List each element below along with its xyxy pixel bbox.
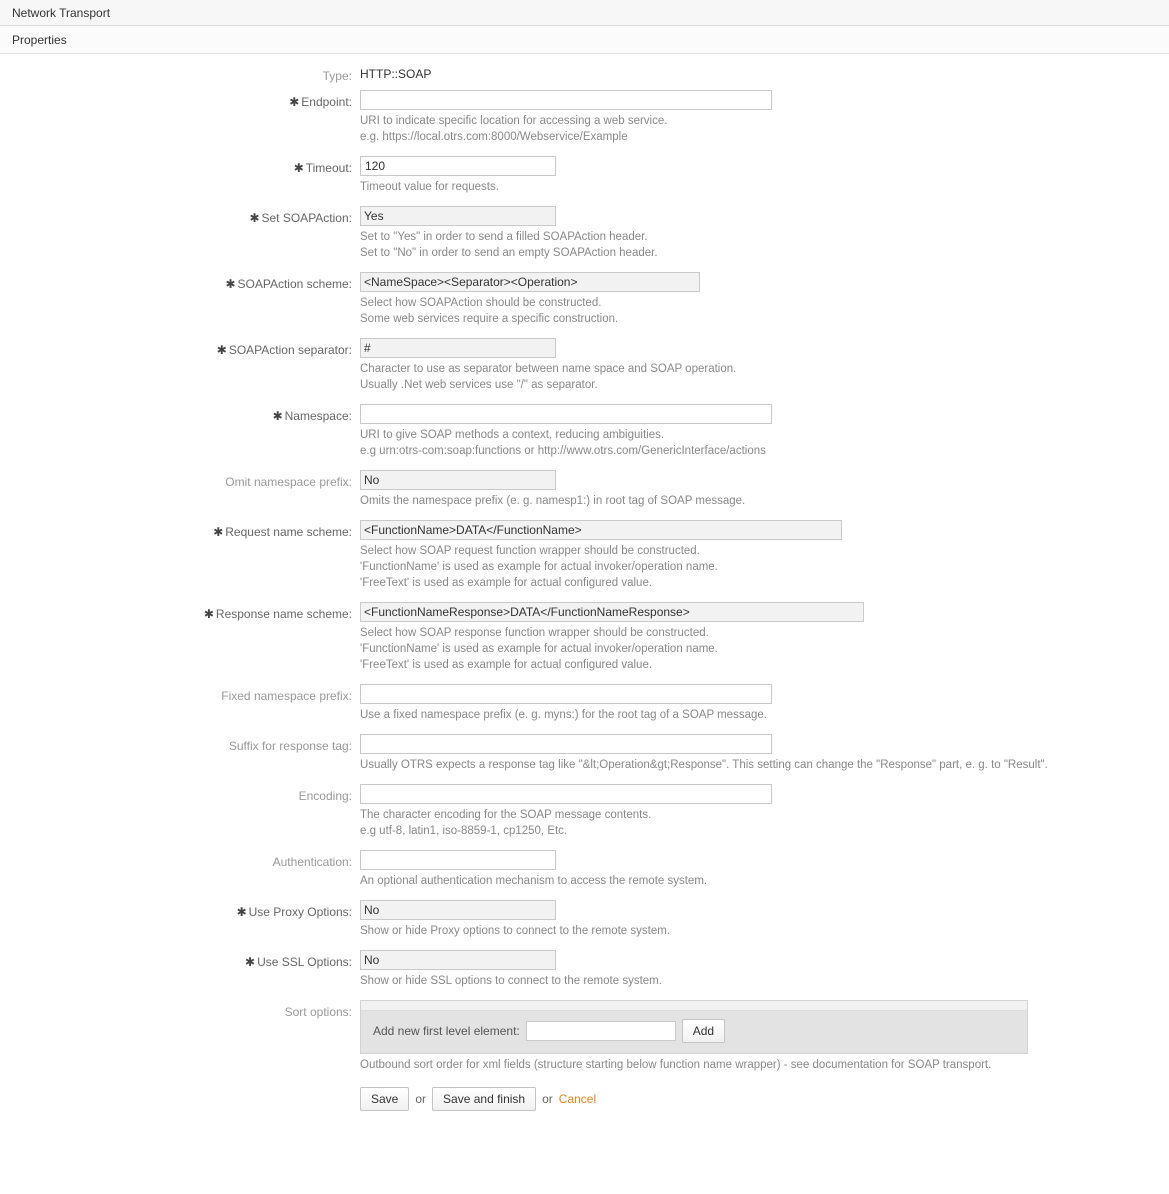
label-use-ssl-options: ✱ Use SSL Options:	[245, 955, 352, 969]
label-endpoint: ✱ Endpoint:	[289, 95, 352, 109]
hint-sort-options: Outbound sort order for xml fields (structure starting below function name wrapper) - see documentation for SOAP transport.	[360, 1059, 992, 1071]
section-header	[0, 26, 1169, 54]
row-response-name-scheme	[0, 602, 1169, 684]
hint-use-proxy-options: Show or hide Proxy options to connect to the remote system.	[360, 925, 671, 937]
properties-form	[0, 54, 1169, 1131]
label-type: Type:	[322, 69, 352, 83]
fixed-namespace-prefix-input[interactable]	[360, 684, 772, 704]
row-type	[0, 64, 1169, 84]
hint-suffix-for-response-tag: Usually OTRS expects a response tag like "&lt;Operation&gt;Response". This setting can change the "Response" part, e. g. to "Result".	[360, 759, 1048, 771]
label-timeout: ✱ Timeout:	[293, 161, 352, 175]
cancel-link[interactable]: Cancel	[558, 1092, 597, 1106]
suffix-for-response-tag-input[interactable]	[360, 734, 772, 754]
label-encoding: Encoding:	[298, 789, 352, 803]
row-omit-namespace-prefix	[0, 470, 1169, 520]
required-marker-timeout: ✱	[293, 161, 304, 175]
hint-soapaction-separator: Character to use as separator between name space and SOAP operation. Usually .Net web services use "/" as separator.	[360, 363, 737, 391]
label-response-name-scheme: ✱ Response name scheme:	[203, 607, 352, 621]
row-soapaction-scheme	[0, 272, 1169, 338]
add-first-level-element-label: Add new first level element:	[373, 1024, 520, 1038]
row-namespace	[0, 404, 1169, 470]
row-authentication	[0, 850, 1169, 900]
soapaction-separator-select[interactable]	[360, 338, 556, 358]
label-use-proxy-options: ✱ Use Proxy Options:	[236, 905, 352, 919]
use-ssl-options-select[interactable]	[360, 950, 556, 970]
label-fixed-namespace-prefix: Fixed namespace prefix:	[221, 689, 352, 703]
timeout-input[interactable]	[360, 156, 556, 176]
required-marker-namespace: ✱	[272, 409, 283, 423]
row-set-soapaction	[0, 206, 1169, 272]
add-first-level-element-input[interactable]	[526, 1021, 676, 1041]
label-sort-options: Sort options:	[284, 1005, 352, 1019]
label-suffix-for-response-tag: Suffix for response tag:	[228, 739, 352, 753]
label-authentication: Authentication:	[272, 855, 352, 869]
hint-timeout: Timeout value for requests.	[360, 181, 499, 193]
value-type: HTTP::SOAP	[360, 67, 432, 81]
hint-fixed-namespace-prefix: Use a fixed namespace prefix (e. g. myns:) for the root tag of a SOAP message.	[360, 709, 767, 721]
hint-response-name-scheme: Select how SOAP response function wrapper should be constructed. 'FunctionName' is used as example for actual invoker/operation name. 'FreeText' is used as example for actual configured value.	[360, 627, 718, 671]
row-fixed-namespace-prefix	[0, 684, 1169, 734]
use-proxy-options-select[interactable]	[360, 900, 556, 920]
hint-namespace: URI to give SOAP methods a context, reducing ambiguities. e.g urn:otrs-com:soap:functions or http://www.otrs.com/GenericInterface/actions	[360, 429, 766, 457]
hint-authentication: An optional authentication mechanism to access the remote system.	[360, 875, 708, 887]
required-marker-use-ssl-options: ✱	[245, 955, 256, 969]
or-separator-2: or	[542, 1092, 553, 1106]
soapaction-scheme-select[interactable]	[360, 272, 700, 292]
endpoint-input[interactable]	[360, 90, 772, 110]
sort-options-header	[361, 1001, 1027, 1011]
row-suffix-for-response-tag	[0, 734, 1169, 784]
row-sort-options	[0, 1000, 1169, 1111]
hint-request-name-scheme: Select how SOAP request function wrapper should be constructed. 'FunctionName' is used as example for actual invoker/operation name. 'FreeText' is used as example for actual configured value.	[360, 545, 718, 589]
save-and-finish-button[interactable]: Save and finish	[432, 1087, 536, 1111]
hint-set-soapaction: Set to "Yes" in order to send a filled SOAPAction header. Set to "No" in order to send an empty SOAPAction header.	[360, 231, 658, 259]
hint-omit-namespace-prefix: Omits the namespace prefix (e. g. namesp1:) in root tag of SOAP message.	[360, 495, 746, 507]
response-name-scheme-select[interactable]	[360, 602, 864, 622]
label-soapaction-scheme: ✱ SOAPAction scheme:	[225, 277, 352, 291]
hint-use-ssl-options: Show or hide SSL options to connect to the remote system.	[360, 975, 662, 987]
row-request-name-scheme	[0, 520, 1169, 602]
set-soapaction-select[interactable]	[360, 206, 556, 226]
row-encoding	[0, 784, 1169, 850]
namespace-input[interactable]	[360, 404, 772, 424]
row-soapaction-separator	[0, 338, 1169, 404]
label-omit-namespace-prefix: Omit namespace prefix:	[225, 475, 352, 489]
form-footer	[360, 1087, 1169, 1111]
section-title: Properties	[12, 33, 67, 47]
required-marker-request-name-scheme: ✱	[213, 525, 224, 539]
required-marker-use-proxy-options: ✱	[236, 905, 247, 919]
add-button[interactable]: Add	[682, 1019, 725, 1043]
required-marker-soapaction-scheme: ✱	[225, 277, 236, 291]
encoding-input[interactable]	[360, 784, 772, 804]
label-request-name-scheme: ✱ Request name scheme:	[213, 525, 352, 539]
widget-title: Network Transport	[12, 6, 111, 20]
row-endpoint	[0, 90, 1169, 156]
required-marker-soapaction-separator: ✱	[216, 343, 227, 357]
sort-options-box	[360, 1000, 1028, 1054]
row-use-proxy-options	[0, 900, 1169, 950]
omit-namespace-prefix-select[interactable]	[360, 470, 556, 490]
label-soapaction-separator: ✱ SOAPAction separator:	[216, 343, 352, 357]
label-namespace: ✱ Namespace:	[272, 409, 352, 423]
required-marker-set-soapaction: ✱	[249, 211, 260, 225]
required-marker-endpoint: ✱	[289, 95, 300, 109]
hint-endpoint: URI to indicate specific location for accessing a web service. e.g. https://local.otrs.com:8000/Webservice/Example	[360, 115, 668, 143]
hint-encoding: The character encoding for the SOAP message contents. e.g utf-8, latin1, iso-8859-1, cp1250, Etc.	[360, 809, 652, 837]
widget-header	[0, 0, 1169, 26]
hint-soapaction-scheme: Select how SOAPAction should be constructed. Some web services require a specific construction.	[360, 297, 619, 325]
authentication-select[interactable]	[360, 850, 556, 870]
sort-options-add-row	[361, 1011, 1027, 1053]
or-separator-1: or	[415, 1092, 427, 1106]
row-use-ssl-options	[0, 950, 1169, 1000]
save-button[interactable]: Save	[360, 1087, 409, 1111]
label-set-soapaction: ✱ Set SOAPAction:	[249, 211, 352, 225]
required-marker-response-name-scheme: ✱	[203, 607, 214, 621]
request-name-scheme-select[interactable]	[360, 520, 842, 540]
row-timeout	[0, 156, 1169, 206]
